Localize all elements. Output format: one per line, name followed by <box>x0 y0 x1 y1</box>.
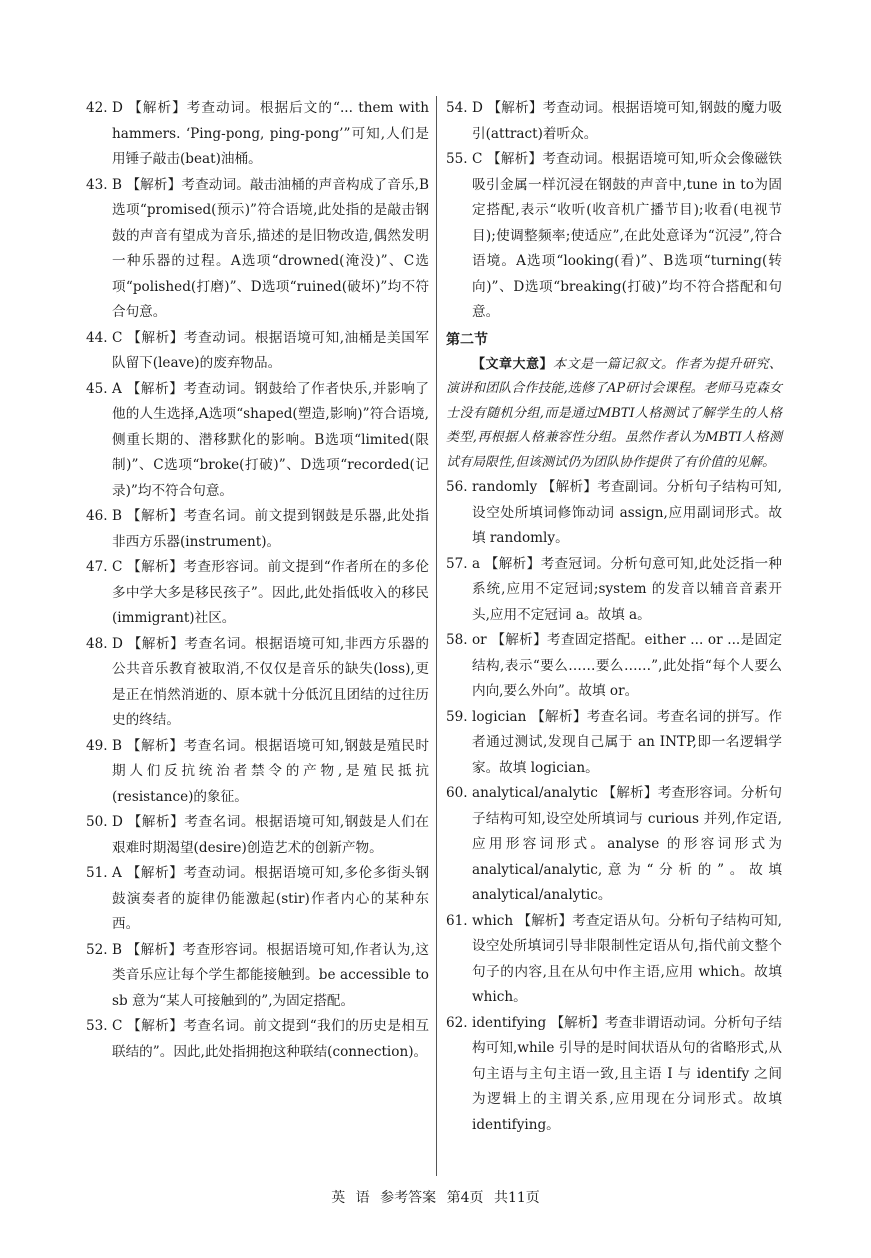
item-text: D 【解析】考查名词。根据语境可知,非西方乐器的公共音乐教育被取消,不仅仅是音乐的缺失(loss),更是正在悄然消逝的、原本就十分低沉且团结的过往历史的终结。 <box>112 635 429 728</box>
answer-item <box>86 555 429 632</box>
item-number: 51. <box>86 865 108 881</box>
item-number: 44. <box>86 329 108 346</box>
item-number: 48. <box>86 635 108 652</box>
answer-item <box>86 632 429 734</box>
item-number: 47. <box>86 559 108 575</box>
answer-item <box>446 909 782 1011</box>
answer-item <box>446 705 782 782</box>
answer-item <box>446 552 782 629</box>
item-text: D 【解析】考查名词。根据语境可知,钢鼓是人们在艰难时期渴望(desire)创造艺术的创新产物。 <box>112 814 429 856</box>
item-number: 56. <box>446 479 468 495</box>
item-text: A 【解析】考查动词。钢鼓给了作者快乐,并影响了他的人生选择,A选项“shaped(塑造,影响)”符合语境,侧重长期的、潜移默化的影响。B选项“limited(限制)”、C选项“broke(打破)”、D选项“recorded(记录)”均不符合句意。 <box>112 380 429 499</box>
answer-item <box>446 147 782 326</box>
item-number: 55. <box>446 151 468 167</box>
answer-item <box>86 377 429 505</box>
item-text: B 【解析】考查名词。根据语境可知,钢鼓是殖民时期人们反抗统治者禁令的产物,是殖民抵抗(resistance)的象征。 <box>112 737 429 805</box>
item-number: 54. <box>446 100 468 116</box>
item-text: C 【解析】考查动词。根据语境可知,听众会像磁铁吸引金属一样沉浸在钢鼓的声音中,tune in to为固定搭配,表示“收听(收音机广播节目);收看(电视节目);使调整频率;使适应”,在此处意译为“沉浸”,符合语境。A选项“looking(看)”、B选项“turning(转向)”、D选项“breaking(打破)”均不符合搭配和句意。 <box>472 151 782 320</box>
item-number: 49. <box>86 737 108 754</box>
item-text: B 【解析】考查名词。前文提到钢鼓是乐器,此处指非西方乐器(instrument)。 <box>112 508 429 550</box>
item-text: randomly 【解析】考查副词。分析句子结构可知,设空处所填词修饰动词 assign,应用副词形式。故填 randomly。 <box>472 479 782 546</box>
item-number: 46. <box>86 508 108 524</box>
answer-item <box>86 96 429 173</box>
item-number: 60. <box>446 785 468 801</box>
item-text: D 【解析】考查动词。根据语境可知,钢鼓的魔力吸引(attract)着听众。 <box>472 100 782 142</box>
summary-text: 本文是一篇记叙文。作者为提升研究、演讲和团队合作技能,选修了AP研讨会课程。老师马克森女士没有随机分组,而是通过MBTI人格测试了解学生的人格类型,再根据人格兼容性分组。虽然作者认为MBTI人格测试有局限性,但该测试仍为团队协作提供了有价值的见解。 <box>446 356 782 470</box>
item-text: C 【解析】考查动词。根据语境可知,油桶是美国军队留下(leave)的废弃物品。 <box>112 329 429 371</box>
article-summary <box>446 353 782 476</box>
item-number: 43. <box>86 176 108 193</box>
item-text: A 【解析】考查动词。根据语境可知,多伦多街头钢鼓演奏者的旋律仍能激起(stir)作者内心的某种东西。 <box>112 865 429 932</box>
answer-item <box>86 938 429 1015</box>
answer-item <box>446 1011 782 1139</box>
answer-item <box>86 734 429 811</box>
item-number: 50. <box>86 814 108 830</box>
answer-item <box>86 810 429 861</box>
item-number: 62. <box>446 1014 468 1031</box>
item-text: identifying 【解析】考查非谓语动词。分析句子结构可知,while 引导的是时间状语从句的省略形式,从句主语与主句主语一致,且主语 I 与 identify 之间为逻辑上的主谓关系,应用现在分词形式。故填 identifying。 <box>472 1014 782 1133</box>
column-divider <box>436 96 437 1176</box>
section-title: 第二节 <box>446 331 488 348</box>
page-footer: 英 语 参考答案 第4页 共11页 <box>331 1190 540 1206</box>
item-text: a 【解析】考查冠词。分析句意可知,此处泛指一种系统,应用不定冠词;system 的发音以辅音音素开头,应用不定冠词 a。故填 a。 <box>472 555 782 623</box>
item-text: C 【解析】考查名词。前文提到“我们的历史是相互联结的”。因此,此处指拥抱这种联结(connection)。 <box>112 1018 429 1060</box>
item-number: 52. <box>86 941 108 958</box>
item-text: logician 【解析】考查名词。考查名词的拼写。作者通过测试,发现自己属于 an INTP,即一名逻辑学家。故填 logician。 <box>472 708 782 776</box>
right-column <box>446 96 782 1138</box>
item-text: or 【解析】考查固定搭配。either ... or ...是固定结构,表示“要么……要么……”,此处指“每个人要么内向,要么外向”。故填 or。 <box>472 632 782 699</box>
item-text: analytical/analytic 【解析】考查形容词。分析句子结构可知,设空处所填词与 curious 并列,作定语,应用形容词形式。analyse 的形容词形式为 analytical/analytic,意为“分析的”。故填 analytical/analytic。 <box>472 785 782 903</box>
answer-item <box>86 326 429 377</box>
left-column <box>86 96 429 1065</box>
item-text: B 【解析】考查动词。敲击油桶的声音构成了音乐,B选项“promised(预示)”符合语境,此处指的是敲击钢鼓的声音有望成为音乐,描述的是旧物改造,偶然发明一种乐器的过程。A选项“drowned(淹没)”、C选项“polished(打磨)”、D选项“ruined(破坏)”均不符合句意。 <box>112 176 429 320</box>
item-text: D 【解析】考查动词。根据后文的“... them with hammers. ‘Ping-pong, ping-pong’”可知,人们是用锤子敲击(beat)油桶。 <box>112 100 429 167</box>
answer-item <box>86 1014 429 1065</box>
item-number: 58. <box>446 632 468 648</box>
answer-item <box>86 504 429 555</box>
answer-item <box>446 475 782 552</box>
item-number: 61. <box>446 912 468 929</box>
item-number: 42. <box>86 100 108 116</box>
answer-item <box>446 96 782 147</box>
item-text: which 【解析】考查定语从句。分析句子结构可知,设空处所填词引导非限制性定语从句,指代前文整个句子的内容,且在从句中作主语,应用 which。故填 which。 <box>472 912 782 1005</box>
item-number: 45. <box>86 380 108 397</box>
item-number: 57. <box>446 555 468 572</box>
answer-item <box>446 781 782 909</box>
item-text: B 【解析】考查形容词。根据语境可知,作者认为,这类音乐应让每个学生都能接触到。be accessible to sb 意为“某人可接触到的”,为固定搭配。 <box>112 941 429 1009</box>
answer-item <box>86 173 429 326</box>
answer-item <box>86 861 429 938</box>
item-text: C 【解析】考查形容词。前文提到“作者所在的多伦多中学大多是移民孩子”。因此,此处指低收入的移民(immigrant)社区。 <box>112 559 429 626</box>
answer-item <box>446 628 782 705</box>
item-number: 53. <box>86 1018 108 1034</box>
item-number: 59. <box>446 708 468 725</box>
summary-tag: 【文章大意】 <box>472 356 553 372</box>
